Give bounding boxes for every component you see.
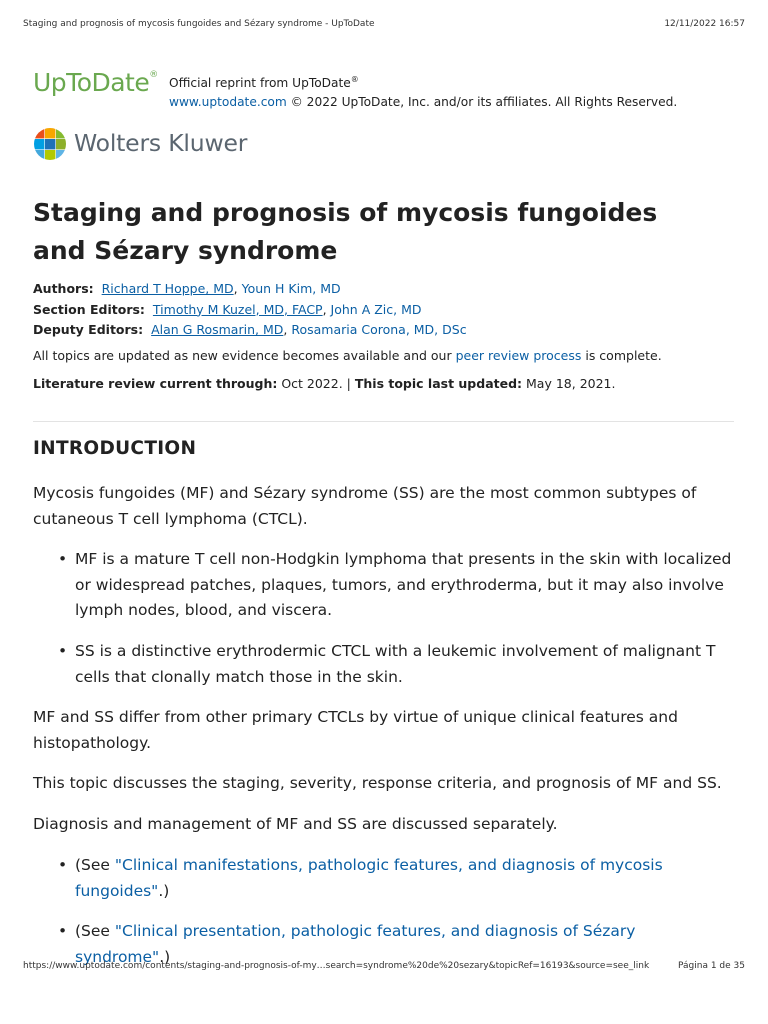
mark-tile [45,139,55,149]
copyright-text: © 2022 UpToDate, Inc. and/or its affiliates. All Rights Reserved. [286,95,678,110]
mark-tile [56,128,66,138]
print-footer-url: https://www.uptodate.com/contents/staging-and-prognosis-of-my…search=syndrome%20de%20sezary&topicRef=16193&source=see_link [23,961,650,971]
print-header-datetime: 12/11/2022 16:57 [664,19,745,29]
last-updated-value: May 18, 2021. [522,376,616,391]
print-header [23,19,745,33]
topic-link[interactable]: "Clinical manifestations, pathologic features, and diagnosis of mycosis fungoides" [75,856,663,900]
mark-tile [56,150,66,160]
review-dates [33,376,615,391]
print-footer [23,961,745,975]
reprint-notice: Official reprint from UpToDate® www.uptodate.com © 2022 UpToDate, Inc. and/or its affiliates. All Rights Reserved. [169,75,678,110]
divider [33,421,734,422]
topic-link[interactable]: "Clinical presentation, pathologic features, and diagnosis of Sézary syndrome" [75,922,636,966]
mark-tile [34,139,44,149]
bullet-icon: • [58,856,68,874]
section-editor-link[interactable]: Timothy M Kuzel, MD, FACP [152,301,323,317]
intro-paragraph: Diagnosis and management of MF and SS are discussed separately. [33,815,558,833]
update-note: All topics are updated as new evidence becomes available and our peer review process is complete. [33,348,662,363]
mark-tile [45,128,55,138]
wolters-kluwer-mark-icon [33,127,67,161]
mark-tile [56,139,66,149]
intro-paragraph: Mycosis fungoides (MF) and Sézary syndrome (SS) are the most common subtypes of cutaneous T cell lymphoma (CTCL). [33,484,697,528]
article-title: Staging and prognosis of mycosis fungoides and Sézary syndrome [33,198,658,265]
deputy-editors-row: Deputy Editors: Alan G Rosmarin, MD, Rosamaria Corona, MD, DSc [33,322,467,337]
mark-tile [45,150,55,160]
section-editor-link[interactable]: John A Zic, MD [330,301,422,317]
publisher-name: Wolters Kluwer [74,129,248,157]
intro-paragraph: MF and SS differ from other primary CTCLs by virtue of unique clinical features and histopathology. [33,708,678,752]
author-link[interactable]: Richard T Hoppe, MD [101,281,234,296]
section-heading-introduction: INTRODUCTION [33,438,197,459]
site-link[interactable]: www.uptodate.com [169,95,287,110]
peer-review-link[interactable]: peer review process [455,348,582,363]
bullet-icon: • [58,550,68,568]
list-item: MF is a mature T cell non-Hodgkin lymphoma that presents in the skin with localized or widespread patches, plaques, tumors, and erythroderma, but it may also involve lymph nodes, blood, and viscera. [75,550,732,619]
deputy-editor-link[interactable]: Rosamaria Corona, MD, DSc [291,322,467,337]
author-link[interactable]: Youn H Kim, MD [241,281,341,296]
section-editors-row: Section Editors: Timothy M Kuzel, MD, FACP, John A Zic, MD [33,301,422,317]
last-updated-label: This topic last updated: [354,376,523,391]
deputy-editor-link[interactable]: Alan G Rosmarin, MD [151,322,284,337]
mark-tile [34,128,44,138]
page-number: Página 1 de 35 [678,961,745,971]
reprint-line: Official reprint from UpToDate [169,76,351,91]
bullet-icon: • [58,922,68,940]
list-item: SS is a distinctive erythrodermic CTCL with a leukemic involvement of malignant T cells that clonally match those in the skin. [75,642,716,686]
list-item: (See "Clinical manifestations, pathologic features, and diagnosis of mycosis fungoides".) [75,856,663,900]
bullet-icon: • [58,642,68,660]
lit-review-value: Oct 2022. | [277,376,355,391]
lit-review-label: Literature review current through: [33,376,278,391]
authors-row: Authors: Richard T Hoppe, MD, Youn H Kim, MD [33,281,341,296]
article-meta [33,279,733,341]
intro-paragraph: This topic discusses the staging, severity, response criteria, and prognosis of MF and SS. [33,774,722,792]
mark-tile [34,150,44,160]
list-item: (See "Clinical presentation, pathologic features, and diagnosis of Sézary syndrome".) [75,922,636,966]
print-header-title: Staging and prognosis of mycosis fungoides and Sézary syndrome - UpToDate [23,19,375,29]
uptodate-logo[interactable]: UpToDate® [33,68,158,97]
